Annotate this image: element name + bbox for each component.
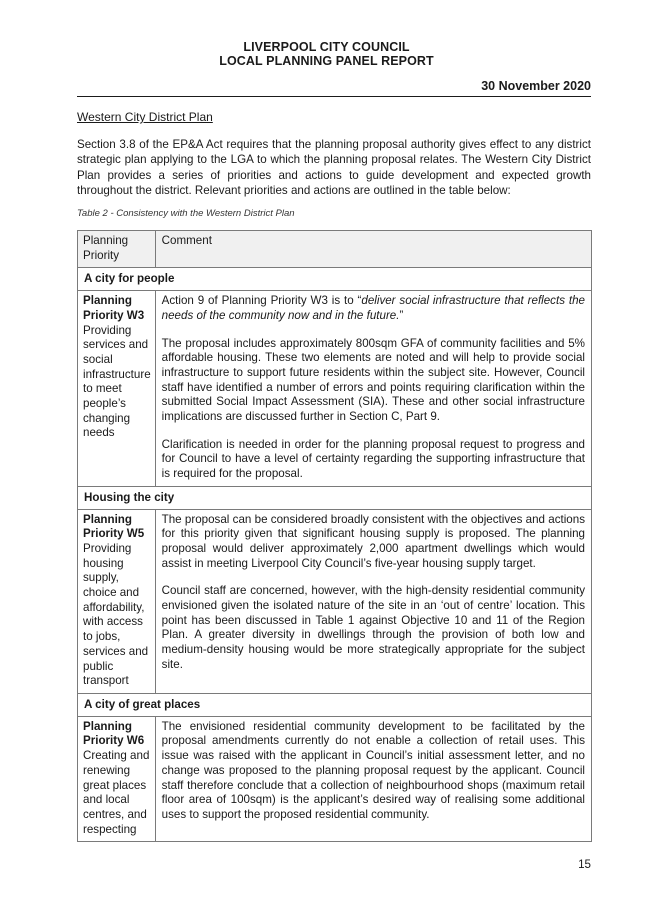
column-header-comment: Comment <box>155 231 591 268</box>
comment-paragraph: The proposal includes approximately 800sqm GFA of community facilities and 5% affordable housing. These two elements are noted and will help to provide social infrastructure to support future residents within the subject site. However, Council staff have identified a number of errors and points requiring clarification within the submitted Social Impact Assessment (SIA). These and other social infrastructure implications are discussed further in Section C, Part 9. <box>161 336 585 424</box>
intro-paragraph: Section 3.8 of the EP&A Act requires that the planning proposal authority gives effect to any district strategic plan applying to the LGA to which the planning proposal relates. The Western City District Plan provides a series of priorities and actions to guide development and expected growth throughout the district. Relevant priorities and actions are outlined in the table below: <box>77 138 591 197</box>
category-title: Housing the city <box>78 486 592 509</box>
priority-description: Providing housing supply, choice and affordability, with access to jobs, services and public transport <box>83 541 149 688</box>
category-title: A city of great places <box>78 693 592 716</box>
category-row <box>78 268 592 291</box>
header-divider <box>77 96 591 97</box>
priority-cell <box>78 291 156 487</box>
comment-cell <box>155 716 591 842</box>
council-name: LIVERPOOL CITY COUNCIL <box>243 40 410 54</box>
quote-suffix: ” <box>399 308 404 322</box>
consistency-table <box>77 230 592 842</box>
quote-prefix: Action 9 of Planning Priority W3 is to “ <box>161 294 362 308</box>
action-quote: deliver social infrastructure that reflects the needs of the community now and in the future. <box>161 294 585 322</box>
comment-paragraph: Council staff are concerned, however, with the high-density residential community envisioned given the isolated nature of the site in an ‘out of centre’ location. This point has been discussed in Table 1 against Objective 10 and 11 of the Region Plan. A greater diversity in dwellings through the provision of both low and medium-density housing would be more strategically appropriate for the subject site. <box>161 584 585 671</box>
column-header-planning-priority: Planning Priority <box>78 231 156 268</box>
priority-code: Planning Priority W3 <box>83 294 145 322</box>
category-row <box>78 693 592 716</box>
table-caption: Table 2 - Consistency with the Western District Plan <box>77 208 295 219</box>
priority-cell <box>78 509 156 693</box>
priority-code: Planning Priority W5 <box>83 512 145 541</box>
priority-description: Creating and renewing great places and local centres, and respecting <box>83 749 150 836</box>
priority-description: Providing services and social infrastructure to meet people’s changing needs <box>83 323 151 440</box>
category-title: A city for people <box>78 268 592 291</box>
comment-paragraph: Clarification is needed in order for the planning proposal request to progress and for Council to have a level of certainty regarding the supporting infrastructure that is required for the proposal. <box>161 437 585 481</box>
comment-paragraph <box>162 294 585 323</box>
page-number: 15 <box>578 858 591 871</box>
comment-paragraph: The envisioned residential community development to be facilitated by the proposal amendments currently do not enable a collection of retail uses. This issue was raised with the applicant in Council’s initial assessment letter, and no change was proposed to the planning proposal request by the applicant. Council staff therefore conclude that a collection of neighbourhood shops (maximum retail floor area of 100sqm) is the applicant’s desired way of realising some additional uses to support the proposed residential community. <box>161 719 585 821</box>
priority-cell <box>78 716 156 842</box>
table-header-row <box>78 231 592 268</box>
table-row <box>78 716 592 842</box>
priority-code: Planning Priority W6 <box>83 719 145 748</box>
category-row <box>78 486 592 509</box>
table-row <box>78 291 592 487</box>
report-title: LOCAL PLANNING PANEL REPORT <box>219 54 434 68</box>
section-heading: Western City District Plan <box>77 110 213 124</box>
report-date: 30 November 2020 <box>481 79 591 93</box>
table-row <box>78 509 592 693</box>
comment-cell <box>155 291 591 487</box>
comment-cell <box>155 509 591 693</box>
comment-paragraph: The proposal can be considered broadly consistent with the objectives and actions for this priority given that significant housing supply is proposed. The planning proposal would deliver approximately 2,000 apartment dwellings which would assist in meeting Liverpool City Council’s five-year housing supply target. <box>161 512 585 570</box>
